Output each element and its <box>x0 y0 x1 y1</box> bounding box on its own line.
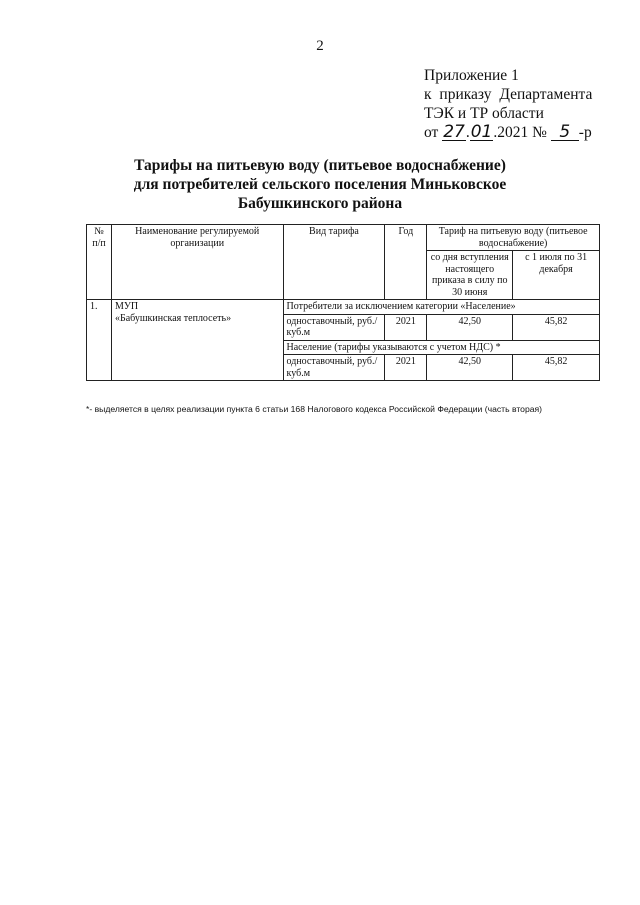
header-year: Год <box>385 225 427 300</box>
row-num: 1. <box>87 300 112 381</box>
page-number: 2 <box>316 38 324 54</box>
group-1-label: Потребители за исключением категории «Население» <box>283 300 599 315</box>
footnote: *- выделяется в целях реализации пункта 6 статьи 168 Налогового кодекса Российской Федерации (часть вторая) <box>86 404 543 414</box>
group-2-label: Население (тарифы указываются с учетом НДС) * <box>283 340 599 355</box>
header-period-2: с 1 июля по 31 декабря <box>513 251 600 300</box>
date-prefix: от <box>424 124 439 141</box>
title-line-2: для потребителей сельского поселения Миньковское <box>133 176 507 193</box>
group-1-year: 2021 <box>385 314 427 340</box>
group-2-year: 2021 <box>385 355 427 381</box>
group-1-period-2: 45,82 <box>513 314 600 340</box>
order-suffix: -р <box>578 124 592 141</box>
group-1-period-1: 42,50 <box>427 314 513 340</box>
tariff-table <box>86 224 600 381</box>
row-org <box>111 300 283 381</box>
group-2-type: одноставочный, руб./куб.м <box>283 355 385 381</box>
header-tariff-type: Вид тарифа <box>283 225 385 300</box>
appendix-line-2: к приказу Департамента <box>424 86 593 103</box>
appendix-block <box>424 66 592 142</box>
appendix-line-3: ТЭК и ТР области <box>424 105 544 122</box>
date-day-handwritten: 27 <box>443 122 465 142</box>
org-line-1: МУП <box>114 301 139 312</box>
group-2-period-2: 45,82 <box>513 355 600 381</box>
header-org: Наименование регулируемой организации <box>111 225 283 300</box>
table-row <box>87 300 600 315</box>
header-tariff: Тариф на питьевую воду (питьевое водоснабжение) <box>427 225 600 251</box>
title-line-1: Тарифы на питьевую воду (питьевое водоснабжение) <box>134 157 506 174</box>
appendix-date-line: от 27.01.2021 № 5 -р <box>424 122 592 142</box>
document-title <box>0 156 640 213</box>
header-period-1: со дня вступления настоящего приказа в силу по 30 июня <box>427 251 513 300</box>
group-1-type: одноставочный, руб./куб.м <box>283 314 385 340</box>
group-2-period-1: 42,50 <box>427 355 513 381</box>
order-number-handwritten: 5 <box>551 125 579 141</box>
table-header-row <box>87 225 600 251</box>
title-line-3: Бабушкинского района <box>237 195 403 212</box>
date-year: .2021 № <box>493 124 547 141</box>
appendix-line-1: Приложение 1 <box>424 67 519 84</box>
header-num: № п/п <box>87 225 112 300</box>
date-month-handwritten: 01 <box>470 122 493 142</box>
org-line-2: «Бабушкинская теплосеть» <box>114 312 232 324</box>
